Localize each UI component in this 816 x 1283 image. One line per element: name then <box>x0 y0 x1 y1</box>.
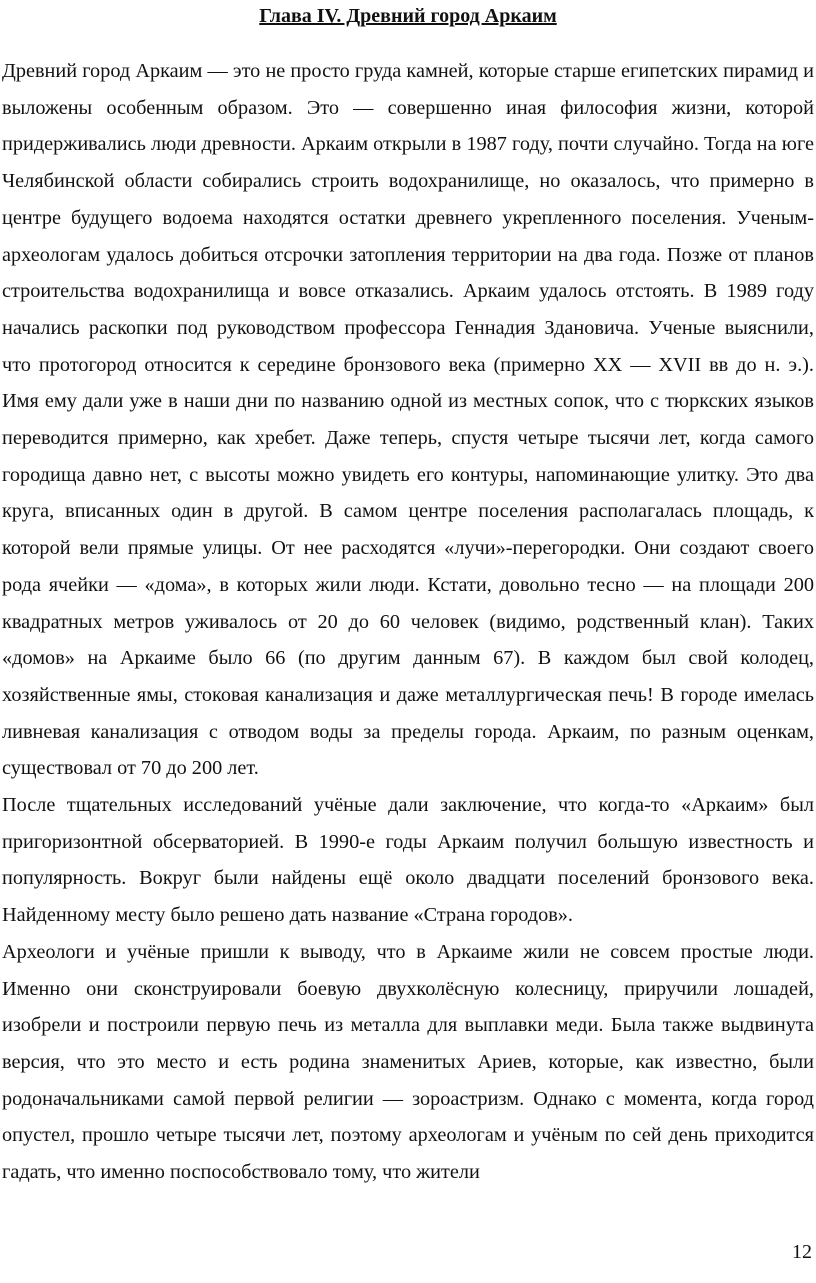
body-text <box>2 53 814 1191</box>
paragraph-2: После тщательных исследований учёные дали заключение, что когда-то «Аркаим» был пригоризонтной обсерваторией. В 1990-е годы Аркаим получил большую известность и популярность. Вокруг были найдены ещё около двадцати поселений бронзового века. Найденному месту было решено дать название «Страна городов». <box>2 794 814 927</box>
page-number: 12 <box>792 1241 812 1263</box>
chapter-title: Глава IV. Древний город Аркаим <box>259 5 557 27</box>
paragraph-3: Археологи и учёные пришли к выводу, что в Аркаиме жили не совсем простые люди. Именно они сконструировали боевую двухколёсную колесницу, приручили лошадей, изобрели и построили первую печь из металла для выплавки меди. Была также выдвинута версия, что это место и есть родина знаменитых Ариев, которые, как известно, были родоначальниками самой первой религии — зороастризм. Однако с момента, когда город опустел, прошло четыре тысячи лет, поэтому археологам и учёным по сей день приходится гадать, что именно поспособствовало тому, что жители <box>2 940 814 1184</box>
paragraph-1: Древний город Аркаим — это не просто груда камней, которые старше египетских пирамид и выложены особенным образом. Это — совершенно иная философия жизни, которой придерживались люди древности. Аркаим открыли в 1987 году, почти случайно. Тогда на юге Челябинской области собирались строить водохранилище, но оказалось, что примерно в центре будущего водоема находятся остатки древнего укрепленного поселения. Ученым-археологам удалось добиться отсрочки затопления территории на два года. Позже от планов строительства водохранилища и вовсе отказались. Аркаим удалось отстоять. В 1989 году начались раскопки под руководством профессора Геннадия Здановича. Ученые выяснили, что протогород относится к середине бронзового века (примерно XX — XVII вв до н. э.). Имя ему дали уже в наши дни по названию одной из местных сопок, что с тюркских языков переводится примерно, как хребет. Даже теперь, спустя четыре тысячи лет, когда самого городища давно нет, с высоты можно увидеть его контуры, напоминающие улитку. Это два круга, вписанных один в другой. В самом центре поселения располагалась площадь, к которой вели прямые улицы. От нее расходятся «лучи»-перегородки. Они создают своего рода ячейки — «дома», в которых жили люди. Кстати, довольно тесно — на площади 200 квадратных метров уживалось от 20 до 60 человек (видимо, родственный клан). Таких «домов» на Аркаиме было 66 (по другим данным 67). В каждом был свой колодец, хозяйственные ямы, стоковая канализация и даже металлургическая печь! В городе имелась ливневая канализация с отводом воды за пределы города. Аркаим, по разным оценкам, существовал от 70 до 200 лет. <box>2 60 814 780</box>
